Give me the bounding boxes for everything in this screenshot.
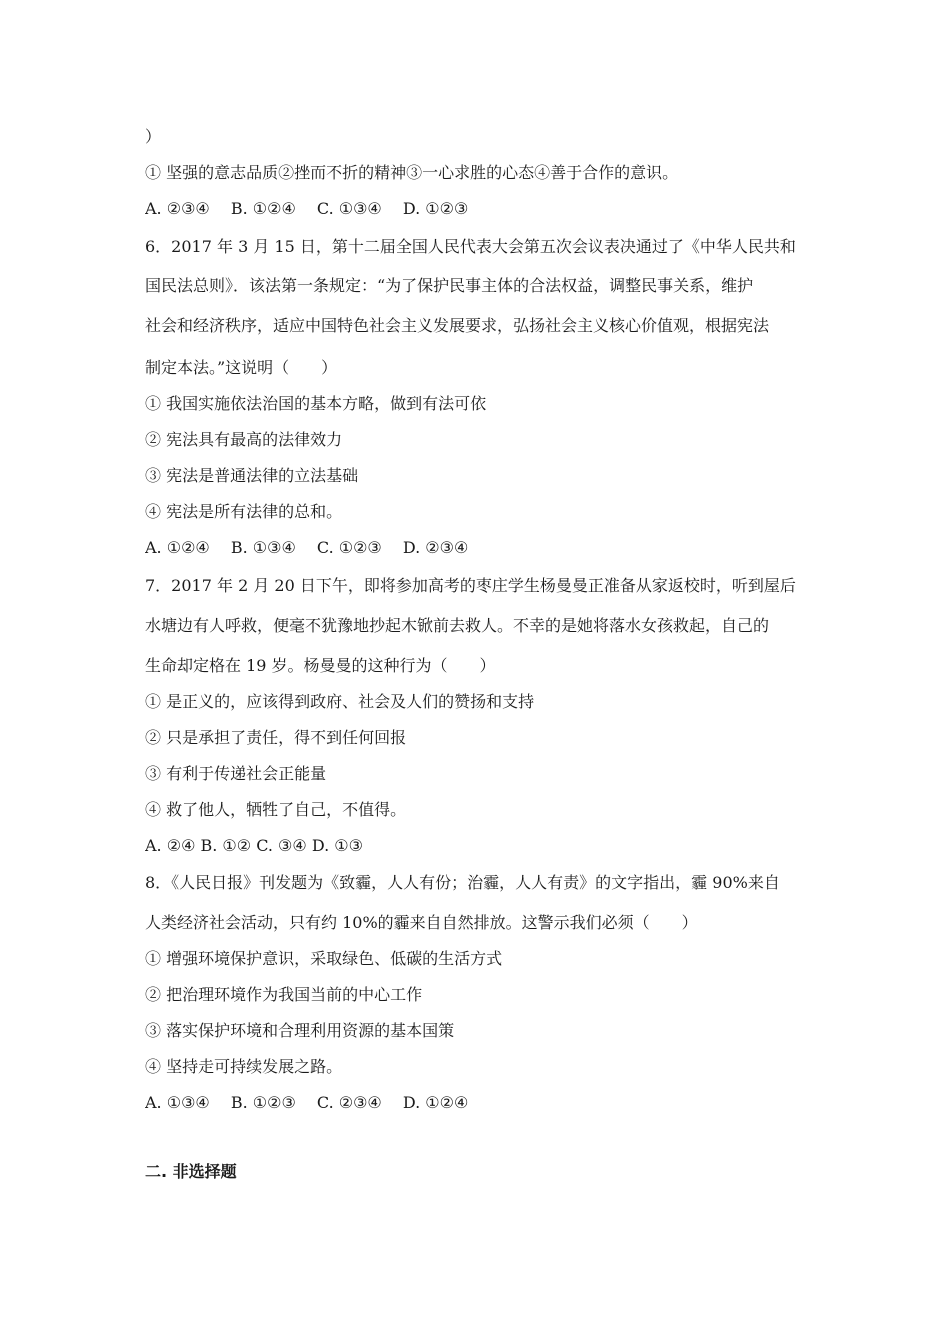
q6-statement-4: ④ 宪法是所有法律的总和。 [145, 502, 343, 521]
q8-statement-4: ④ 坚持走可持续发展之路。 [145, 1057, 343, 1076]
q7-options: A. ②④ B. ①② C. ③④ D. ①③ [145, 836, 363, 855]
q8-options: A. ①③④ B. ①②③ C. ②③④ D. ①②④ [145, 1093, 469, 1112]
q5-statements: ① 坚强的意志品质②挫而不折的精神③一心求胜的心态④善于合作的意识。 [145, 163, 679, 182]
q7-text-line3: 生命却定格在 19 岁。杨曼曼的这种行为（ ） [145, 656, 496, 675]
q6-text-line4: 制定本法。”这说明（ ） [145, 358, 338, 377]
q8-statement-2: ② 把治理环境作为我国当前的中心工作 [145, 985, 423, 1004]
q6-statement-3: ③ 宪法是普通法律的立法基础 [145, 466, 359, 485]
q8-statement-1: ① 增强环境保护意识，采取绿色、低碳的生活方式 [145, 949, 503, 968]
q7-statement-4: ④ 救了他人，牺牲了自己，不值得。 [145, 800, 407, 819]
q7-text-line1: 7．2017 年 2 月 20 日下午，即将参加高考的枣庄学生杨曼曼正准备从家返校时，听到屋后 [145, 576, 796, 595]
q8-statement-3: ③ 落实保护环境和合理利用资源的基本国策 [145, 1021, 455, 1040]
q8-text-line2: 人类经济社会活动，只有约 10%的霾来自自然排放。这警示我们必须（ ） [145, 913, 698, 932]
q5-continuation: ） [145, 127, 162, 146]
q7-statement-3: ③ 有利于传递社会正能量 [145, 764, 327, 783]
q8-text-line1: 8．《人民日报》刊发题为《致霾，人人有份；治霾，人人有责》的文字指出，霾 90%来自 [145, 873, 780, 892]
q7-statement-2: ② 只是承担了责任，得不到任何回报 [145, 728, 407, 747]
q7-text-line2: 水塘边有人呼救，便毫不犹豫地抄起木锨前去救人。不幸的是她将落水女孩救起，自己的 [145, 616, 770, 635]
q6-options: A. ①②④ B. ①③④ C. ①②③ D. ②③④ [145, 538, 469, 557]
q6-statement-2: ② 宪法具有最高的法律效力 [145, 430, 343, 449]
q6-text-line3: 社会和经济秩序，适应中国特色社会主义发展要求，弘扬社会主义核心价值观，根据宪法 [145, 316, 770, 335]
q6-text-line2: 国民法总则》．该法第一条规定：“为了保护民事主体的合法权益，调整民事关系，维护 [145, 276, 754, 295]
q5-options: A. ②③④ B. ①②④ C. ①③④ D. ①②③ [145, 199, 469, 218]
q7-statement-1: ① 是正义的，应该得到政府、社会及人们的赞扬和支持 [145, 692, 535, 711]
q6-text-line1: 6．2017 年 3 月 15 日，第十二届全国人民代表大会第五次会议表决通过了《中华人民共和 [145, 237, 796, 256]
q6-statement-1: ① 我国实施依法治国的基本方略，做到有法可依 [145, 394, 487, 413]
section-heading: 二. 非选择题 [145, 1162, 237, 1181]
